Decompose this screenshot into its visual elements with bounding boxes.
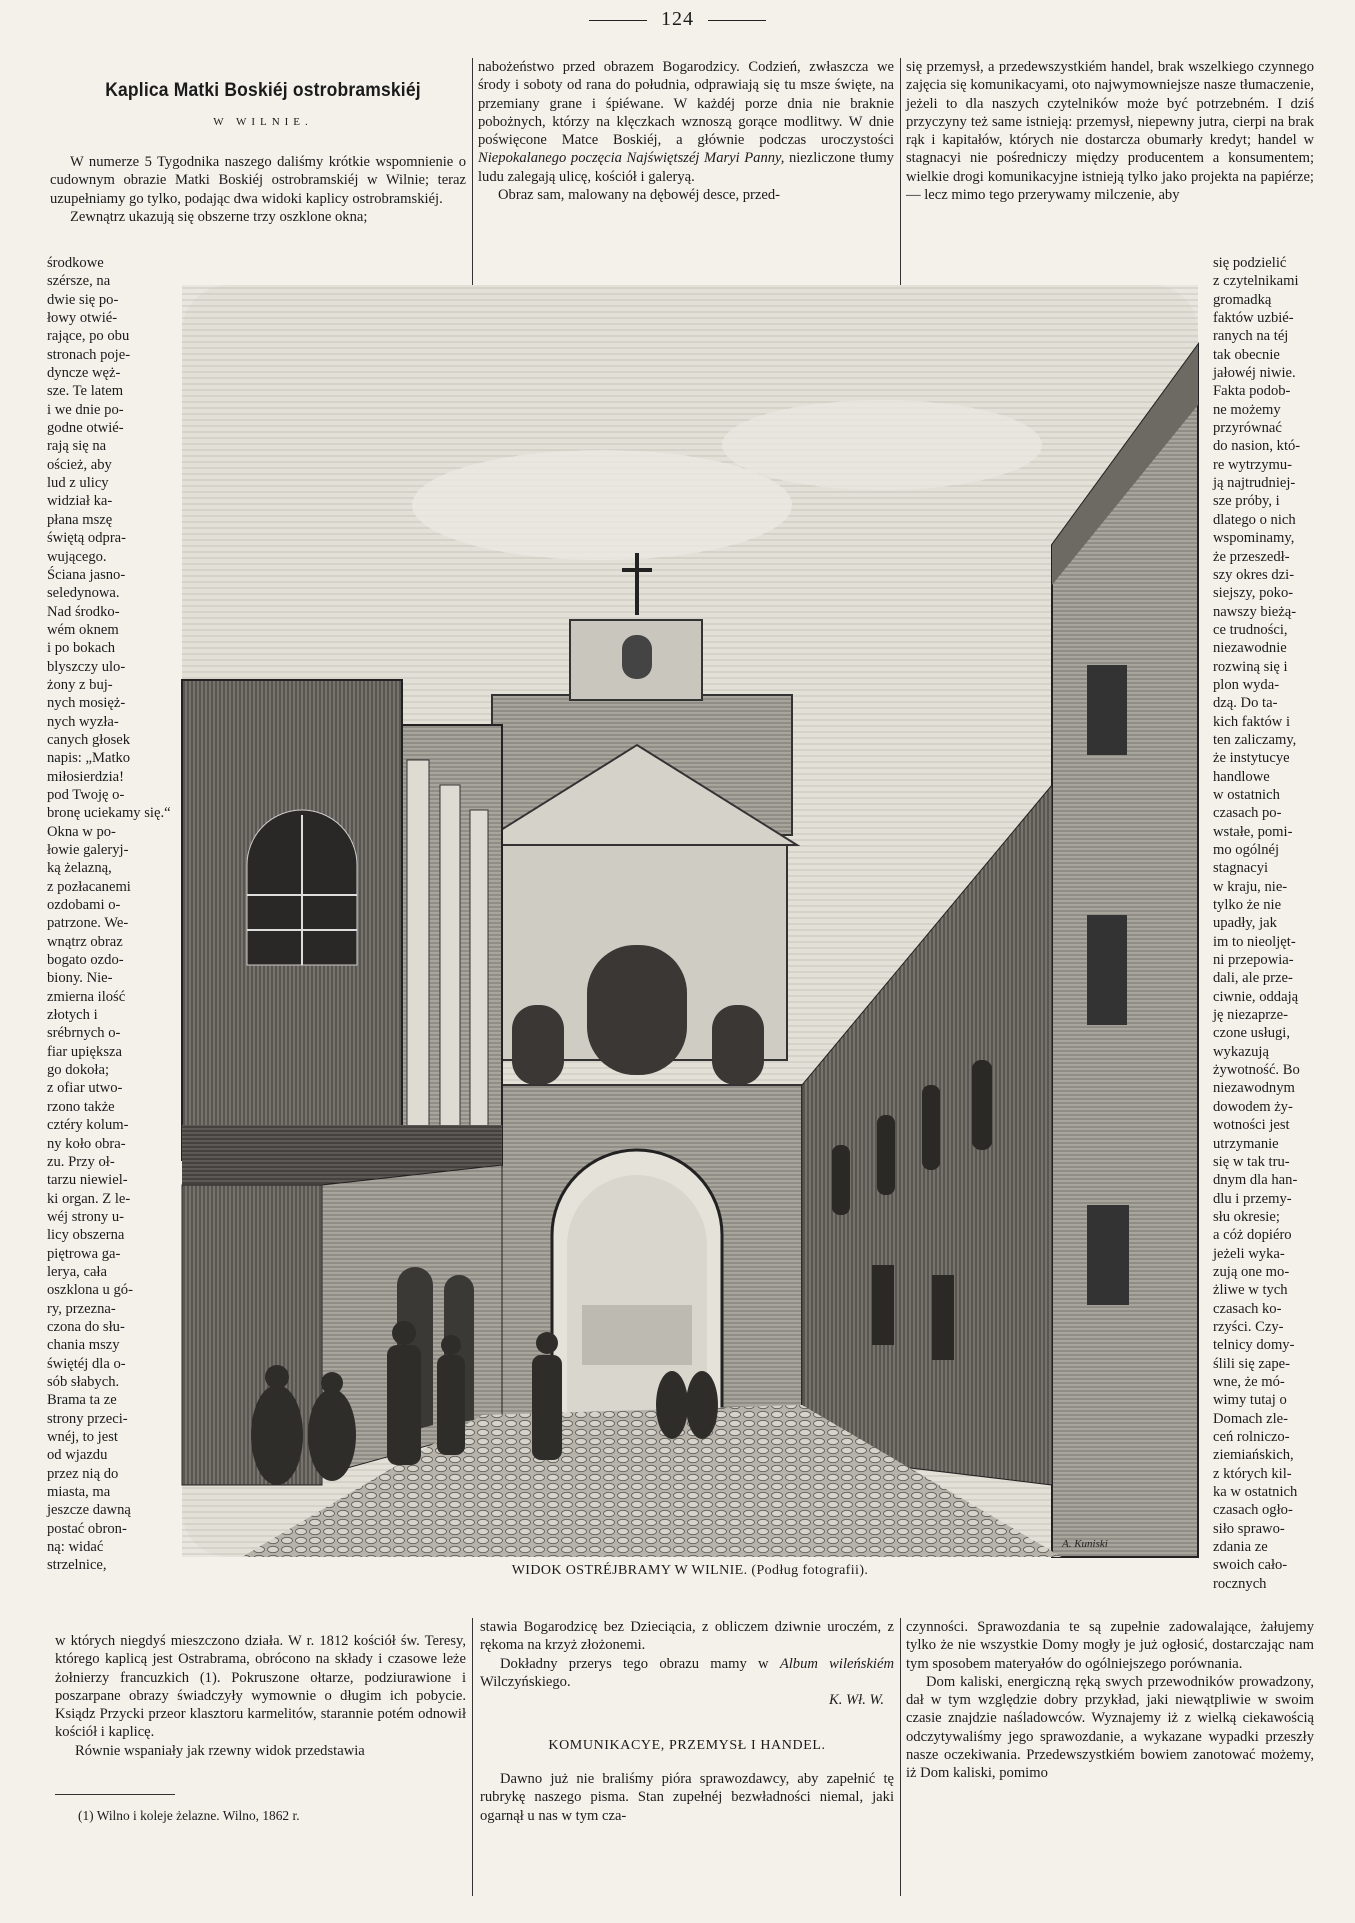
narrow-line: się w tak tru- xyxy=(1213,1153,1290,1170)
left-bottom-paragraph: w których niegdyś mieszczono działa. W r. 1812 kościół św. Teresy, którego kaplicą jest Ostrabrama, obrócono na składy i czasowe leże żołnierzy francuzkich (1). Pokruszone ołtarze, podziurawione i poszarpane obrazy świadczyły wymownie o długim ich pobycie. Ksiądz Przycki przeor klasztoru karmelitów, starannie potém odnowił kościół i kaplicę. xyxy=(55,1633,466,1741)
narrow-line: siejszy, poko- xyxy=(1213,585,1294,602)
footnote: (1) Wilno i koleje żelazne. Wilno, 1862 r. xyxy=(78,1808,300,1823)
narrow-line: piętrowa ga- xyxy=(47,1245,121,1262)
right-column-top xyxy=(906,58,1314,204)
narrow-line: ślili się zape- xyxy=(1213,1355,1290,1372)
commerce-top-paragraph: się przemysł, a przedewszystkiém handel, brak wszelkiego czynnego zajęcia się komunikacyami, oto najwymowniejsze nasze tłumaczenie, jeżeli to dla naszych czytelników może być potrzebném. I dziś przyczyny też same istnieją: przemysł, niepewny jutra, cierpi na brak rąk i kapitałów, których nie dostarcza obumarły kredyt; handel w stagnacyi nie pośredniczy między producentem a konsumentem; wielkie drogi komunikacyjne istnieją tylko jako projekta na papiérze; — lecz mimo tego przerywamy milczenie, aby xyxy=(906,59,1314,204)
middle-top-paragraph2: Obraz sam, malowany na dębowéj desce, przed- xyxy=(498,187,781,204)
narrow-line: z ofiar utwo- xyxy=(47,1080,123,1097)
narrow-line: a cóż dopiéro xyxy=(1213,1227,1292,1244)
narrow-line: ry, przezna- xyxy=(47,1300,116,1317)
narrow-line: cztéry kolum- xyxy=(47,1117,129,1134)
narrow-line: sze. Te latem xyxy=(47,383,124,400)
narrow-line: żony z buj- xyxy=(47,676,113,693)
narrow-line: w ostatnich xyxy=(1213,786,1280,803)
narrow-line: chania mszy xyxy=(47,1337,120,1354)
narrow-line: wéj strony u- xyxy=(47,1208,125,1225)
narrow-line: Fakta podob- xyxy=(1213,383,1291,400)
narrow-line: re wytrzymu- xyxy=(1213,456,1293,473)
narrow-line: wém oknem xyxy=(47,621,119,638)
narrow-line: łowy otwié- xyxy=(47,310,118,327)
narrow-line: ziemiańskich, xyxy=(1213,1447,1294,1464)
narrow-line: utrzymanie xyxy=(1213,1135,1279,1152)
narrow-line: złotych i xyxy=(47,1007,98,1024)
narrow-line: Nad środko- xyxy=(47,603,120,620)
narrow-line: z których kil- xyxy=(1213,1465,1292,1482)
narrow-line: oszklona u gó- xyxy=(47,1282,133,1299)
footnote-rule xyxy=(55,1794,175,1795)
narrow-line: płana mszę xyxy=(47,511,113,528)
engraver-signature: A. Kuniski xyxy=(1062,1538,1108,1550)
narrow-line: ozdobami o- xyxy=(47,897,121,914)
narrow-line: wującego. xyxy=(47,548,107,565)
left-column-bottom xyxy=(55,1632,466,1760)
narrow-line: srébrnych o- xyxy=(47,1025,121,1042)
narrow-line: rzono także xyxy=(47,1098,115,1115)
narrow-line: żliwe w tych xyxy=(1213,1282,1288,1299)
narrow-line: dlu i przemy- xyxy=(1213,1190,1292,1207)
narrow-line: tarzu niewiel- xyxy=(47,1172,128,1189)
narrow-line: słu okresie; xyxy=(1213,1208,1280,1225)
right-column-bottom xyxy=(906,1618,1314,1783)
narrow-line: miasta, ma xyxy=(47,1484,111,1501)
column-rule-left xyxy=(472,58,473,286)
left-column-top xyxy=(50,153,466,226)
narrow-line: licy obszerna xyxy=(47,1227,125,1244)
narrow-line: Domach zle- xyxy=(1213,1410,1288,1427)
left-narrow-column xyxy=(47,254,171,1575)
narrow-line: ną: widać xyxy=(47,1539,104,1556)
narrow-line: zmierna ilość xyxy=(47,988,126,1005)
narrow-line: strony przeci- xyxy=(47,1410,128,1427)
narrow-line: wne, że mó- xyxy=(1213,1373,1285,1390)
article-title: Kaplica Matki Boskiéj ostrobramskiéj xyxy=(105,80,421,101)
narrow-line: miłosierdzia! xyxy=(47,768,124,785)
narrow-line: ką żelazną, xyxy=(47,860,112,877)
narrow-line: rające, po obu xyxy=(47,328,130,345)
narrow-line: i we dnie po- xyxy=(47,401,124,418)
middle-column-top xyxy=(478,58,894,204)
narrow-line: przez nią do xyxy=(47,1465,119,1482)
narrow-line: zu. Przy oł- xyxy=(47,1153,115,1170)
article-signature: K. Wł. W. xyxy=(828,1692,884,1709)
column-rule-right-bottom xyxy=(900,1618,901,1896)
middle-bottom-paragraph: stawia Bogarodzicę bez Dzieciącia, z obliczem dziwnie uroczém, z rękoma na krzyż złożonemi. xyxy=(480,1619,894,1654)
narrow-line: z pozłacanemi xyxy=(47,878,131,895)
middle-top-paragraph: nabożeństwo przed obrazem Bogarodzicy. Codzień, zwłaszcza we środy i soboty od rana do południa, odprawiają się tu msze święte, na przemiany grane i śpiéwane. W każdéj porze dnia nie braknie pobożnych, którzy na klęczkach wznoszą gorące modlitwy. W dnie poświęcone Matce Boskiéj, a głównie podczas uroczystości Niepokalanego poczęcia Najświętszéj Maryi Panny, niezliczone tłumy ludu zalegają ulicę, kościół i galeryą. xyxy=(478,59,894,185)
narrow-line: zują one mo- xyxy=(1213,1263,1290,1280)
narrow-line: ceń rolniczo- xyxy=(1213,1429,1290,1445)
narrow-line: lerya, cała xyxy=(47,1263,107,1280)
narrow-line: wotności jest xyxy=(1213,1117,1290,1134)
column-rule-right xyxy=(900,58,901,286)
narrow-line: siło sprawo- xyxy=(1213,1520,1285,1537)
narrow-line: zdania ze xyxy=(1213,1539,1268,1556)
narrow-line: i po bokach xyxy=(47,640,116,657)
narrow-line: kich faktów i xyxy=(1213,713,1291,730)
narrow-line: ni przepowia- xyxy=(1213,952,1294,969)
narrow-line: strzelnice, xyxy=(47,1557,107,1574)
narrow-line: upadły, jak xyxy=(1213,915,1277,932)
narrow-line: rocznych xyxy=(1213,1575,1267,1592)
narrow-line: ten zaliczamy, xyxy=(1213,731,1297,748)
illustration-caption: WIDOK OSTRÉJBRAMY W WILNIE. (Podług fotografii). xyxy=(511,1563,869,1578)
narrow-line: ranych na téj xyxy=(1213,328,1289,345)
narrow-line: Ściana jasno- xyxy=(47,566,126,583)
narrow-line: dlatego o nich xyxy=(1213,511,1296,528)
article-subtitle: W WILNIE. xyxy=(213,116,313,128)
narrow-line: telnicy domy- xyxy=(1213,1337,1295,1354)
narrow-line: żywotność. Bo xyxy=(1213,1062,1300,1079)
narrow-line: seledynowa. xyxy=(47,585,120,602)
narrow-line: swoich cało- xyxy=(1213,1557,1288,1574)
commerce-bottom-paragraph2: Dom kaliski, energiczną ręką swych przewodników prowadzony, dał w tym względzie dobry przykład, jaki niewątpliwie w swoim czasie znajdzie naśladowców. Wyznajemy iż z wielką ciekawością odczytywaliśmy jego sprawozdanie, a wykazane wypadki przeszły nasze oczekiwania. Przedewszystkiém bowiem zanotować możemy, iż Dom kaliski, pomimo xyxy=(906,1673,1314,1782)
narrow-line: handlowe xyxy=(1213,768,1270,785)
narrow-line: im to nieoljęt- xyxy=(1213,933,1296,950)
narrow-line: biony. Nie- xyxy=(47,970,113,987)
narrow-line: niezawodnym xyxy=(1213,1080,1295,1097)
narrow-line: plon wyda- xyxy=(1213,676,1280,693)
narrow-line: widział ka- xyxy=(47,493,113,510)
narrow-line: czasach ko- xyxy=(1213,1300,1282,1317)
narrow-line: oścież, aby xyxy=(47,456,112,473)
narrow-line: gromadką xyxy=(1213,291,1272,308)
narrow-line: szy okres dzi- xyxy=(1213,566,1295,583)
narrow-line: w kraju, nie- xyxy=(1213,878,1288,895)
narrow-line: czasach ogło- xyxy=(1213,1502,1293,1519)
narrow-line: ją najtrudniej- xyxy=(1213,475,1296,492)
narrow-line: dali, ale prze- xyxy=(1213,970,1293,987)
commerce-intro-paragraph: Dawno już nie braliśmy pióra sprawozdawcy, aby zapełnić tę rubrykę naszego pisma. Stan zupełnéj bezwładności niemal, jaki ogarnął u nas w tym cza- xyxy=(480,1771,894,1824)
narrow-line: napis: „Matko xyxy=(47,750,131,767)
narrow-line: czone usługi, xyxy=(1213,1025,1291,1042)
column-rule-left-bottom xyxy=(472,1618,473,1896)
narrow-line: czasach po- xyxy=(1213,805,1282,822)
narrow-line: Brama ta ze xyxy=(47,1392,117,1409)
narrow-line: ki organ. Z le- xyxy=(47,1190,131,1207)
narrow-line: czona do słu- xyxy=(47,1318,125,1335)
narrow-line: canych głosek xyxy=(47,731,131,748)
middle-column-commerce xyxy=(480,1770,894,1825)
narrow-line: rozwiną się i xyxy=(1213,658,1288,675)
narrow-line: dowodem ży- xyxy=(1213,1098,1293,1115)
narrow-line: świętą odpra- xyxy=(47,530,127,547)
narrow-line: bronę uciekamy się.“ xyxy=(47,805,171,822)
page-number: 124 xyxy=(0,8,1355,31)
narrow-line: od wjazdu xyxy=(47,1447,108,1464)
narrow-line: jeszcze dawną xyxy=(47,1502,131,1519)
intro-paragraph: W numerze 5 Tygodnika naszego daliśmy krótkie wspomnienie o cudownym obrazie Matki Boskiéj ostrobramskiéj w Wilnie; teraz uzupełniamy go tylko, podając dwa widoki kaplicy ostrobramskiéj. xyxy=(50,154,466,207)
narrow-line: sze próby, i xyxy=(1213,493,1280,510)
narrow-line: nych mosięż- xyxy=(47,695,126,712)
narrow-line: szérsze, na xyxy=(47,273,111,290)
narrow-line: jeżeli wyka- xyxy=(1213,1245,1285,1262)
narrow-line: stagnacyi xyxy=(1213,860,1269,877)
narrow-line: nych wyzła- xyxy=(47,713,119,730)
narrow-line: bogato ozdo- xyxy=(47,952,124,969)
narrow-line: tylko że nie xyxy=(1213,897,1282,914)
narrow-line: ciwnie, oddają xyxy=(1213,988,1299,1005)
narrow-line: ny koło obra- xyxy=(47,1135,126,1152)
left-bottom-paragraph2: Równie wspaniały jak rzewny widok przedstawia xyxy=(75,1742,365,1759)
narrow-line: stronach poje- xyxy=(47,346,131,363)
narrow-line: przyrównać xyxy=(1213,420,1282,437)
narrow-line: wykazują xyxy=(1213,1043,1269,1060)
narrow-line: dwie się po- xyxy=(47,291,119,308)
narrow-line: środkowe xyxy=(47,255,104,271)
narrow-line: wstałe, pomi- xyxy=(1213,823,1293,840)
narrow-line: ka w ostatnich xyxy=(1213,1484,1298,1501)
narrow-line: ne możemy xyxy=(1213,401,1281,418)
narrow-line: wspominamy, xyxy=(1213,530,1295,547)
narrow-line: nawszy bieżą- xyxy=(1213,603,1297,620)
narrow-line: jałowéj niwie. xyxy=(1213,365,1296,382)
narrow-line: z czytelnikami xyxy=(1213,273,1299,290)
narrow-line: pod Twoję o- xyxy=(47,786,125,803)
narrow-line: lud z ulicy xyxy=(47,475,109,492)
narrow-line: niezawodnie xyxy=(1213,640,1287,657)
narrow-line: się podzielić xyxy=(1213,255,1287,271)
narrow-line: ce trudności, xyxy=(1213,621,1288,638)
narrow-line: blyszczy ulo- xyxy=(47,658,126,675)
commerce-section-heading: KOMUNIKACYE, PRZEMYSŁ I HANDEL. xyxy=(548,1738,826,1753)
narrow-line: patrzone. We- xyxy=(47,915,129,932)
narrow-line: wimy tutaj o xyxy=(1213,1392,1287,1409)
ostra-brama-engraving xyxy=(182,285,1198,1557)
intro-line2: Zewnątrz ukazują się obszerne trzy oszklone okna; xyxy=(70,208,368,225)
narrow-line: dyncze węż- xyxy=(47,365,121,382)
narrow-line: dzą. Do ta- xyxy=(1213,695,1278,712)
narrow-line: Okna w po- xyxy=(47,823,116,840)
narrow-line: że przeszedł- xyxy=(1213,548,1290,565)
narrow-line: rają się na xyxy=(47,438,107,455)
narrow-line: go dokoła; xyxy=(47,1062,110,1079)
narrow-line: mo ogólnéj xyxy=(1213,842,1280,858)
narrow-line: dnym dla han- xyxy=(1213,1172,1298,1189)
narrow-line: faktów uzbié- xyxy=(1213,310,1294,327)
narrow-line: łowie galeryj- xyxy=(47,842,129,858)
narrow-line: ję niezaprze- xyxy=(1213,1007,1288,1024)
middle-bottom-paragraph2: Dokładny przerys tego obrazu mamy w Album wileńskiém Wilczyńskiego. xyxy=(480,1655,894,1690)
narrow-line: rzyści. Czy- xyxy=(1213,1318,1284,1335)
narrow-line: godne otwié- xyxy=(47,420,124,437)
narrow-line: tak obecnie xyxy=(1213,346,1280,363)
narrow-line: wnątrz obraz xyxy=(47,933,123,950)
narrow-line: fiar upiększa xyxy=(47,1043,122,1060)
narrow-line: wnéj, to jest xyxy=(47,1429,118,1445)
middle-column-bottom xyxy=(480,1618,894,1709)
narrow-line: sób słabych. xyxy=(47,1373,120,1390)
commerce-bottom-paragraph: czynności. Sprawozdania te są zupełnie zadowalające, żałujemy tylko że nie wszystkie Domy mogły je już ogłosić, dostarczając nam tym sposobem materyałów do ogólniejszego porównania. xyxy=(906,1619,1314,1672)
narrow-line: postać obron- xyxy=(47,1520,127,1537)
narrow-line: świętéj dla o- xyxy=(47,1355,126,1372)
right-narrow-column xyxy=(1213,254,1314,1593)
narrow-line: że instytucye xyxy=(1213,750,1290,767)
narrow-line: do nasion, któ- xyxy=(1213,438,1301,455)
